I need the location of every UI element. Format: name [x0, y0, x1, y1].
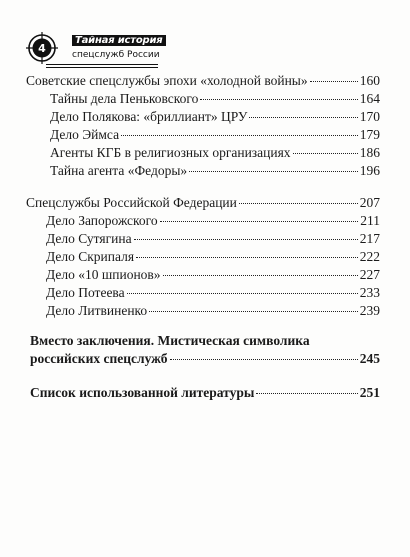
toc-entry-title: Дело Сутягина [46, 231, 132, 246]
toc-entry-title: Дело Эймса [50, 127, 120, 142]
toc-page-number: 207 [359, 195, 380, 210]
header-rule-thin [46, 67, 158, 68]
toc-entry-title: Список использованной литературы [30, 385, 255, 400]
toc-entry-title: Дело Литвиненко [46, 303, 148, 318]
toc-entry-title: Дело Потеева [46, 285, 125, 300]
toc-leader-dots [134, 238, 358, 240]
toc-leader-dots [163, 274, 358, 276]
toc-entry-title: Дело Полякова: «бриллиант» ЦРУ [50, 109, 248, 124]
toc-entry-title: российских спецслужб [30, 351, 168, 366]
toc-entry [46, 266, 380, 284]
toc-page-number: 160 [359, 73, 380, 88]
toc-section-title [26, 72, 380, 90]
header-subtitle: спецслужб России [72, 50, 160, 60]
toc-leader-dots [249, 116, 357, 118]
toc-page-number: 239 [359, 303, 380, 318]
toc-entry-title: Тайны дела Пеньковского [50, 91, 199, 106]
toc-page-number: 233 [359, 285, 380, 300]
toc-entry-title: Дело Скрипаля [46, 249, 135, 264]
toc-leader-dots [200, 98, 357, 100]
toc-leader-dots [239, 202, 358, 204]
toc-page-number: 222 [359, 249, 380, 264]
page-number: 4 [38, 42, 46, 55]
toc-entry [46, 284, 380, 302]
toc-page-number: 217 [359, 231, 380, 246]
toc-bibliography [30, 384, 380, 402]
toc-entry [46, 212, 380, 230]
toc-page-number: 170 [359, 109, 380, 124]
toc-page-number: 164 [359, 91, 380, 106]
toc-leader-dots [160, 220, 359, 222]
header-title: Тайная история [72, 35, 166, 46]
toc-entry-title: Спецслужбы Российской Федерации [26, 195, 237, 210]
toc-entry [50, 162, 380, 180]
toc-page-number: 245 [359, 351, 380, 366]
toc-section-title [26, 194, 380, 212]
toc-leader-dots [136, 256, 358, 258]
toc-page-number: 179 [359, 127, 380, 142]
toc-entry-title: Тайна агента «Федоры» [50, 163, 188, 178]
toc-entry-title: Дело Запорожского [46, 213, 158, 228]
toc-entry-title: Агенты КГБ в религиозных организациях [50, 145, 291, 160]
toc-leader-dots [127, 292, 358, 294]
toc-page-number: 196 [359, 163, 380, 178]
toc-page-number: 186 [359, 145, 380, 160]
toc-entry [46, 230, 380, 248]
toc-conclusion-line1: Вместо заключения. Мистическая символика [30, 333, 310, 348]
toc-page-number: 211 [360, 213, 380, 228]
toc-leader-dots [293, 152, 358, 154]
toc-entry-title: Советские спецслужбы эпохи «холодной войны» [26, 73, 308, 88]
crosshair-emblem-icon [26, 32, 58, 64]
toc-entry [46, 248, 380, 266]
toc-page-number: 251 [359, 385, 380, 400]
toc-entry-title: Дело «10 шпионов» [46, 267, 161, 282]
toc-leader-dots [189, 170, 358, 172]
toc-entry [50, 144, 380, 162]
toc-leader-dots [310, 80, 358, 82]
toc-entry [50, 126, 380, 144]
running-header [12, 28, 202, 68]
toc-entry [46, 302, 380, 320]
toc-leader-dots [121, 134, 358, 136]
toc-entry [50, 90, 380, 108]
toc-conclusion [30, 350, 380, 368]
toc-leader-dots [256, 392, 357, 394]
toc-page-number: 227 [359, 267, 380, 282]
header-rule [46, 64, 158, 65]
toc-entry [50, 108, 380, 126]
toc-leader-dots [170, 358, 358, 360]
toc-leader-dots [149, 310, 358, 312]
